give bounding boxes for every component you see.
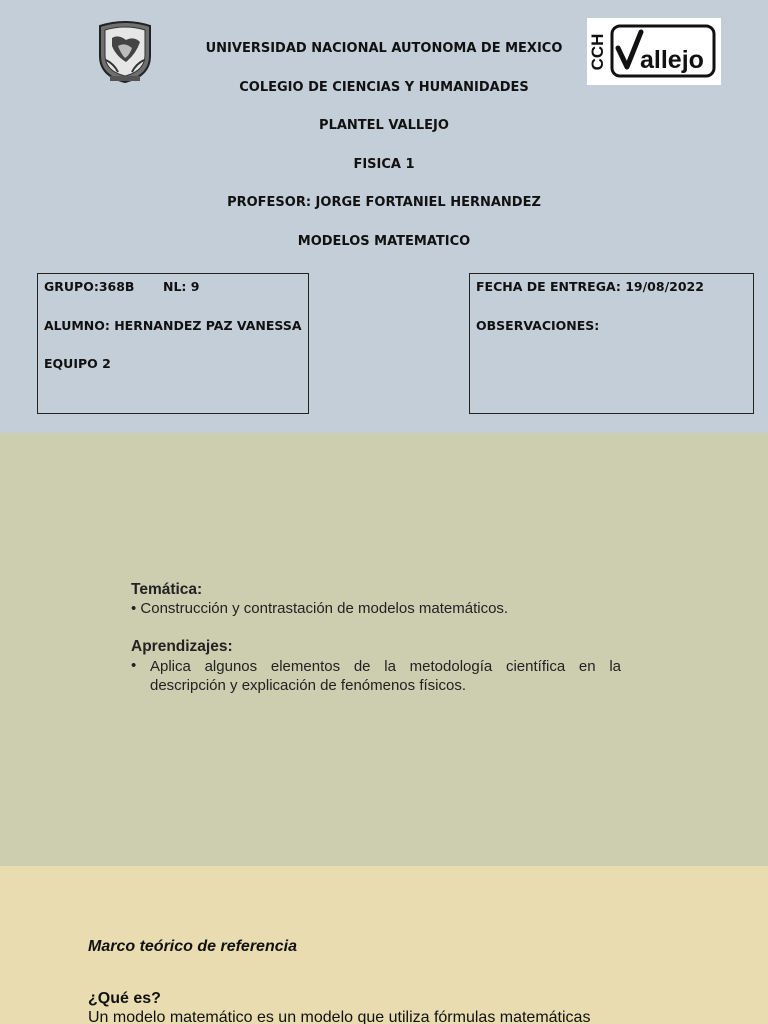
theory-heading: Marco teórico de referencia: [88, 938, 297, 955]
student-info-box: [37, 273, 309, 414]
theory-text: Un modelo matemático es un modelo que utiliza fórmulas matemáticas: [88, 1009, 591, 1024]
team-label: EQUIPO 2: [44, 356, 111, 371]
cch-vallejo-logo-icon: [587, 18, 721, 85]
college-name: COLEGIO DE CIENCIAS Y HUMANIDADES: [239, 80, 529, 95]
subject-name: FISICA 1: [353, 157, 415, 172]
aprendizajes-heading: Aprendizajes:: [131, 638, 233, 655]
bullet: •: [131, 657, 137, 674]
observations-label: OBSERVACIONES:: [476, 318, 600, 333]
student-name: ALUMNO: HERNANDEZ PAZ VANESSA: [44, 318, 302, 333]
cch-vallejo-logo: [587, 18, 721, 85]
document-title: MODELOS MATEMATICO: [297, 234, 471, 249]
theory-slide: [0, 866, 768, 1024]
aprendizajes-list-item: [131, 657, 621, 695]
delivery-info-box: [469, 273, 754, 414]
topic-slide: [0, 433, 768, 866]
cch-letters: CCH: [588, 33, 607, 71]
tematica-item: • Construcción y contrastación de modelos matemáticos.: [131, 600, 509, 617]
group-label: GRUPO:368B: [44, 279, 135, 294]
delivery-date: FECHA DE ENTREGA: 19/08/2022: [476, 279, 704, 294]
professor-name: PROFESOR: JORGE FORTANIEL HERNANDEZ: [227, 195, 541, 210]
tematica-heading: Temática:: [131, 581, 203, 598]
list-number-label: NL: 9: [163, 279, 200, 294]
question-heading: ¿Qué es?: [88, 990, 161, 1007]
vallejo-word: allejo: [640, 46, 704, 74]
cover-slide: [0, 0, 768, 433]
campus-name: PLANTEL VALLEJO: [319, 118, 449, 133]
aprendizajes-item-text: Aplica algunos elementos de la metodología científica en la descripción y explicación de fenómenos físicos.: [150, 658, 621, 694]
university-name: UNIVERSIDAD NACIONAL AUTONOMA DE MEXICO: [205, 41, 563, 56]
